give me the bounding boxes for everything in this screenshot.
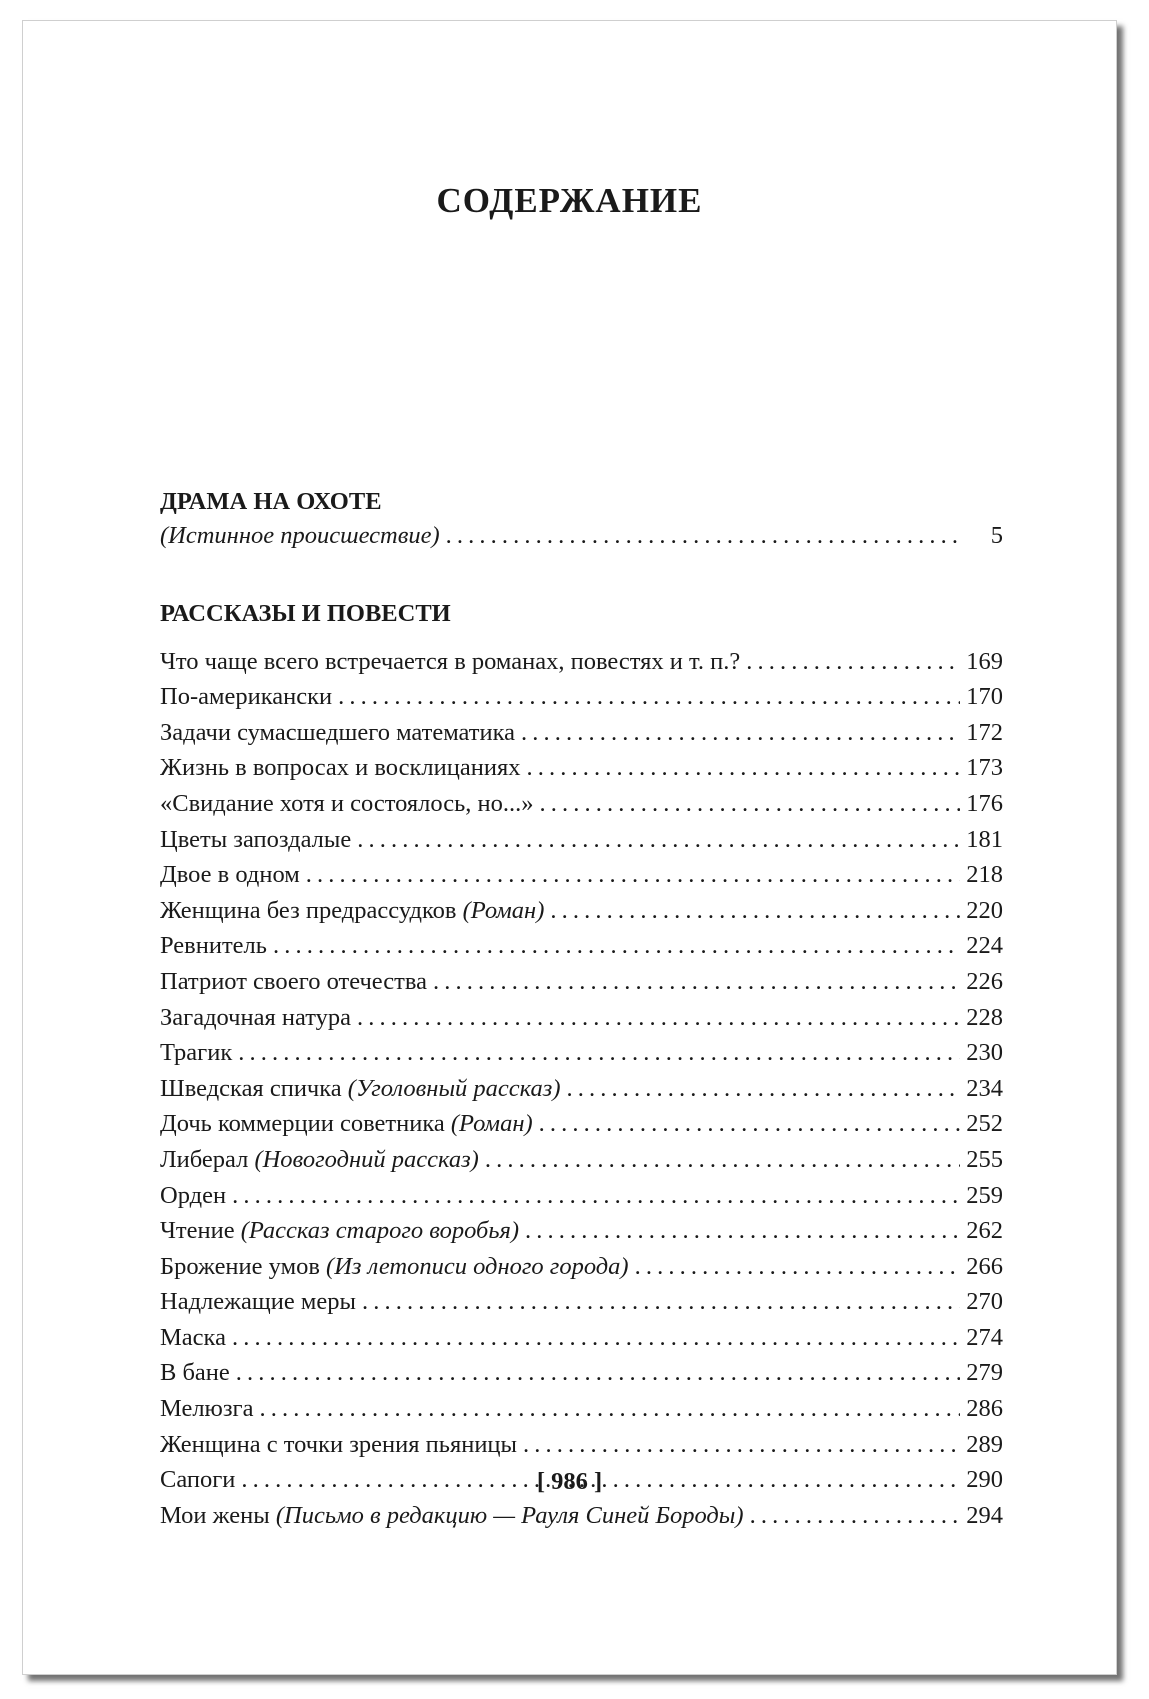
entry-title xyxy=(160,1035,232,1071)
entry-page-number: 259 xyxy=(966,1181,1003,1209)
dot-leader xyxy=(306,857,960,893)
toc-entry[interactable] xyxy=(160,644,1003,680)
toc-entry[interactable] xyxy=(160,1320,1003,1356)
dot-leader xyxy=(550,893,960,929)
toc-entry[interactable] xyxy=(160,893,1003,929)
dot-leader xyxy=(746,644,960,680)
entry-page-number: 226 xyxy=(966,967,1003,995)
entry-page-number: 234 xyxy=(966,1074,1003,1102)
entry-main-title: Брожение умов xyxy=(160,1252,327,1280)
entry-title xyxy=(160,1498,744,1534)
dot-leader xyxy=(357,822,960,858)
entry-title xyxy=(160,928,267,964)
dot-leader xyxy=(362,1284,960,1320)
entry-main-title: Задачи сумасшедшего математика xyxy=(160,718,516,746)
toc-entry[interactable] xyxy=(160,857,1003,893)
toc-entry[interactable] xyxy=(160,1355,1003,1391)
entry-main-title: Цветы запоздалые xyxy=(160,825,352,853)
entry-subtitle: (Роман) xyxy=(462,896,545,924)
dot-leader xyxy=(238,1035,960,1071)
entry-page-number: 294 xyxy=(966,1501,1003,1529)
entry-main-title: Чтение xyxy=(160,1217,241,1245)
entry-title xyxy=(160,715,515,751)
entry-title xyxy=(160,1178,226,1214)
entry-main-title: Загадочная натура xyxy=(160,1003,351,1031)
dot-leader xyxy=(273,928,960,964)
toc-entry[interactable] xyxy=(160,1000,1003,1036)
toc-entry[interactable] xyxy=(160,822,1003,858)
entry-main-title: Надлежащие меры xyxy=(160,1288,356,1316)
entry-main-title: Мои жены xyxy=(160,1501,276,1529)
table-of-contents xyxy=(160,486,1003,1533)
entry-subtitle: (Рассказ старого воробья) xyxy=(240,1217,520,1245)
entry-subtitle: (Письмо в редакцию — Рауля Синей Бороды) xyxy=(275,1501,744,1529)
entry-page-number: 230 xyxy=(966,1039,1003,1067)
entry-page-number: 252 xyxy=(966,1110,1003,1138)
entry-title xyxy=(160,1320,226,1356)
dot-leader xyxy=(232,1320,960,1356)
entry-title xyxy=(160,893,544,929)
dot-leader xyxy=(521,715,960,751)
entry-main-title: Сапоги xyxy=(160,1466,236,1494)
book-page xyxy=(22,20,1117,1675)
toc-entry[interactable] xyxy=(160,1142,1003,1178)
toc-entry[interactable] xyxy=(160,1427,1003,1463)
dot-leader xyxy=(338,679,960,715)
dot-leader xyxy=(357,1000,960,1036)
entry-title xyxy=(160,644,740,680)
entry-main-title: Женщина без предрассудков xyxy=(160,896,463,924)
entry-page-number: 218 xyxy=(966,861,1003,889)
entry-main-title: По-американски xyxy=(160,683,333,711)
toc-entry[interactable] xyxy=(160,1213,1003,1249)
entry-page-number: 220 xyxy=(966,896,1003,924)
entry-page-number: 173 xyxy=(966,754,1003,782)
entry-main-title: Женщина с точки зрения пьяницы xyxy=(160,1430,518,1458)
toc-entry[interactable] xyxy=(160,1178,1003,1214)
entry-title xyxy=(160,857,300,893)
entry-subtitle: (Из летописи одного города) xyxy=(326,1252,629,1280)
toc-entry[interactable] xyxy=(160,715,1003,751)
entry-title xyxy=(160,750,520,786)
entry-title xyxy=(160,1106,533,1142)
entry-main-title: Шведская спичка xyxy=(160,1074,348,1102)
entry-title xyxy=(160,786,534,822)
toc-entry[interactable] xyxy=(160,750,1003,786)
toc-entry[interactable] xyxy=(160,518,1003,554)
toc-entry[interactable] xyxy=(160,1249,1003,1285)
entry-page-number: 290 xyxy=(966,1466,1003,1494)
entry-main-title: Патриот своего отечества xyxy=(160,967,427,995)
dot-leader xyxy=(540,786,961,822)
section-heading-drama: ДРАМА НА ОХОТЕ xyxy=(160,488,382,515)
dot-leader xyxy=(236,1355,960,1391)
entry-main-title: Маска xyxy=(160,1323,226,1351)
entry-subtitle: (Истинное происшествие) xyxy=(160,522,440,549)
entry-page-number: 255 xyxy=(966,1145,1003,1173)
entry-page-number: 228 xyxy=(966,1003,1003,1031)
dot-leader xyxy=(446,518,963,554)
entry-page-number: 279 xyxy=(966,1359,1003,1387)
entry-page-number: 262 xyxy=(966,1217,1003,1245)
section-heading-stories: РАССКАЗЫ И ПОВЕСТИ xyxy=(160,599,451,627)
entry-page-number: 274 xyxy=(966,1323,1003,1351)
dot-leader xyxy=(526,750,960,786)
dot-leader xyxy=(523,1427,960,1463)
entry-page-number: 181 xyxy=(966,825,1003,853)
entry-title xyxy=(160,1355,230,1391)
entry-page-number: 286 xyxy=(966,1395,1003,1423)
dot-leader xyxy=(485,1142,960,1178)
entry-main-title: Дочь коммерции советника xyxy=(160,1110,451,1138)
dot-leader xyxy=(232,1178,960,1214)
entry-title xyxy=(160,964,427,1000)
toc-entry[interactable] xyxy=(160,1498,1003,1534)
dot-leader xyxy=(539,1106,961,1142)
entry-page-number: 169 xyxy=(966,647,1003,675)
entry-subtitle: (Роман) xyxy=(450,1110,533,1138)
toc-entry[interactable] xyxy=(160,679,1003,715)
entry-main-title: «Свидание хотя и состоялось, но...» xyxy=(160,789,534,817)
entry-page-number: 289 xyxy=(966,1430,1003,1458)
entry-title xyxy=(160,1071,560,1107)
dot-leader xyxy=(750,1498,961,1534)
dot-leader xyxy=(566,1071,960,1107)
entry-title xyxy=(160,1391,253,1427)
stories-list xyxy=(160,644,1003,1534)
entry-main-title: Ревнитель xyxy=(160,932,267,960)
entry-page-number: 176 xyxy=(966,789,1003,817)
toc-entry[interactable] xyxy=(160,1284,1003,1320)
toc-entry[interactable] xyxy=(160,1106,1003,1142)
toc-entry[interactable] xyxy=(160,1035,1003,1071)
entry-main-title: Орден xyxy=(160,1181,227,1209)
dot-leader xyxy=(259,1391,960,1427)
entry-title xyxy=(160,1427,517,1463)
entry-page-number: 224 xyxy=(966,932,1003,960)
toc-entry[interactable] xyxy=(160,786,1003,822)
entry-title xyxy=(160,1142,479,1178)
entry-main-title: Мелюзга xyxy=(160,1395,254,1423)
entry-title xyxy=(160,1000,351,1036)
entry-main-title: Что чаще всего встречается в романах, повестях и т. п.? xyxy=(160,647,741,675)
dot-leader xyxy=(525,1213,960,1249)
entry-main-title: Трагик xyxy=(160,1039,233,1067)
entry-title xyxy=(160,1213,519,1249)
entry-subtitle: (Новогодний рассказ) xyxy=(254,1145,479,1173)
dot-leader xyxy=(635,1249,961,1285)
toc-entry[interactable] xyxy=(160,964,1003,1000)
page-title: СОДЕРЖАНИЕ xyxy=(436,181,703,220)
toc-entry[interactable] xyxy=(160,928,1003,964)
entry-main-title: Жизнь в вопросах и восклицаниях xyxy=(160,754,521,782)
entry-title xyxy=(160,1284,356,1320)
entry-page-number: 170 xyxy=(966,683,1003,711)
entry-page-number: 266 xyxy=(966,1252,1003,1280)
toc-entry[interactable] xyxy=(160,1391,1003,1427)
entry-subtitle: (Уголовный рассказ) xyxy=(347,1074,561,1102)
entry-main-title: Либерал xyxy=(160,1145,255,1173)
toc-entry[interactable] xyxy=(160,1071,1003,1107)
entry-title xyxy=(160,1249,629,1285)
entry-main-title: Двое в одном xyxy=(160,861,300,889)
dot-leader xyxy=(433,964,960,1000)
entry-main-title: В бане xyxy=(160,1359,230,1387)
entry-page-number: 172 xyxy=(966,718,1003,746)
entry-title xyxy=(160,679,332,715)
entry-title xyxy=(160,822,351,858)
entry-page-number: 5 xyxy=(990,522,1003,549)
page-number-folio: [ 986 ] xyxy=(536,1468,603,1495)
entry-page-number: 270 xyxy=(966,1288,1003,1316)
